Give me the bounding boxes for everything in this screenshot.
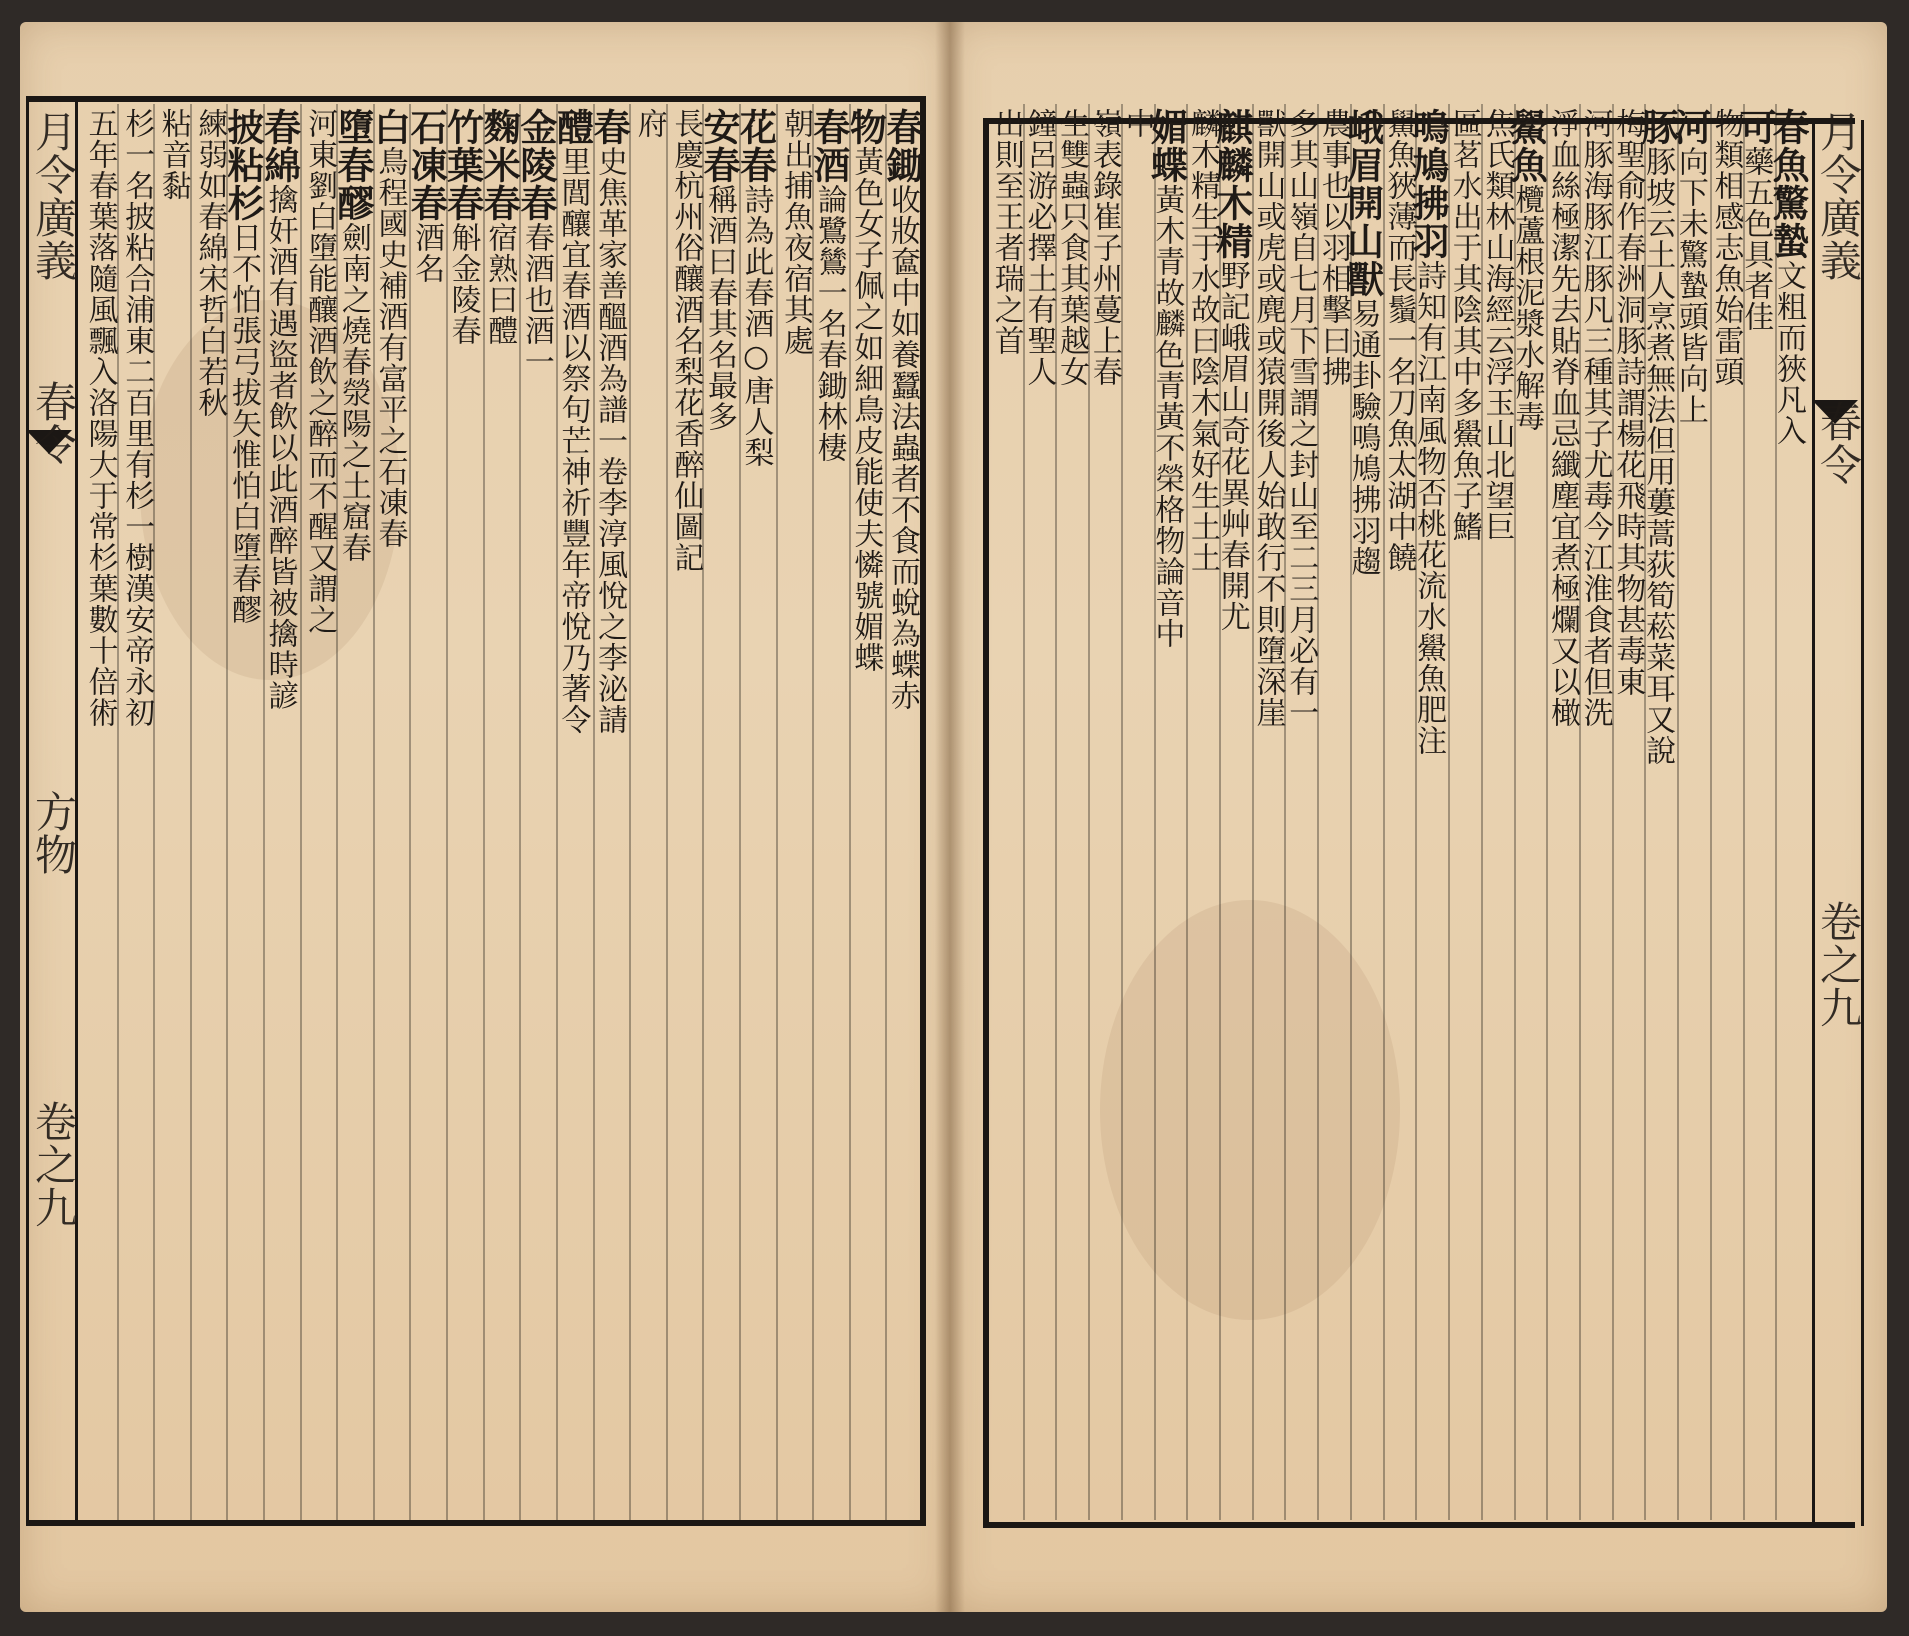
text-column	[440, 108, 485, 1518]
column-rule	[300, 104, 302, 1520]
column-text: 收妝奩中如養蠶法蟲者不食而蛻為蝶赤	[884, 184, 920, 711]
column-text: 宿熟曰醴	[482, 222, 518, 346]
column-rule	[1186, 104, 1188, 1520]
column-rule	[629, 104, 631, 1520]
text-column	[1283, 108, 1319, 1518]
column-text: 朝出捕魚夜宿其處	[778, 108, 814, 356]
column-rule	[1252, 104, 1254, 1520]
column-text: 淨血絲極潔先去貼脊血忌纖塵宜煮極爛又以橄	[1544, 108, 1580, 728]
entry-heading: 麴米春	[477, 108, 522, 222]
left-margin-section: 春令	[29, 380, 78, 466]
text-column	[367, 108, 412, 1518]
column-text: 斛金陵春	[445, 222, 481, 346]
entry-heading: 披粘杉	[221, 108, 266, 222]
column-text: 焦氏類林山海經云浮玉山北望巨	[1479, 108, 1515, 542]
entry-heading: 可	[1733, 108, 1778, 146]
column-text: 藥五色具者佳	[1738, 146, 1774, 332]
column-text: 劍南之燒春滎陽之土窟春	[335, 222, 371, 563]
text-column	[1381, 108, 1417, 1518]
entry-heading: 花春	[733, 108, 778, 184]
column-text: 鐘呂游必擇土有聖人	[1021, 108, 1057, 387]
text-column	[843, 108, 888, 1518]
column-text: 多其山嶺自七月下雪謂之封山至二三月必有一	[1283, 108, 1319, 728]
left-margin-folio: 卷之九	[29, 1100, 78, 1229]
text-column	[1667, 108, 1712, 1518]
text-column	[221, 108, 266, 1518]
text-column	[587, 108, 632, 1518]
column-text: 黃色女子佩之如細鳥皮能使夫憐號媚蝶	[848, 146, 884, 673]
text-column	[1544, 108, 1580, 1518]
text-column	[1446, 108, 1482, 1518]
column-rule	[593, 104, 595, 1520]
text-column	[155, 108, 191, 1518]
text-column	[988, 108, 1024, 1518]
column-rule	[1546, 104, 1548, 1520]
text-column	[192, 108, 228, 1518]
column-text: 野記峨眉山奇花異艸春開尤	[1214, 260, 1250, 632]
column-text: 梅聖俞作春洲洞豚詩謂楊花飛時其物甚毒東	[1610, 108, 1646, 697]
text-column	[477, 108, 522, 1518]
column-rule	[263, 104, 265, 1520]
column-text: 日不怕張弓拔矢惟怕白墮春醪	[226, 222, 262, 625]
entry-heading: 春魚驚蟄	[1765, 108, 1810, 260]
entry-heading: 醴	[550, 108, 595, 146]
left-margin-title: 月令廣義	[29, 110, 78, 282]
column-text: 易通卦驗鳴鳩拂羽趨	[1345, 298, 1381, 577]
column-rule	[446, 104, 448, 1520]
column-text: 河豚海豚江豚凡三種其子尤毒今江淮食者但洗	[1577, 108, 1613, 728]
book-gutter	[935, 22, 965, 1612]
entry-heading: 金陵春	[513, 108, 558, 222]
entry-heading: 河	[1667, 108, 1712, 146]
text-column	[1054, 108, 1090, 1518]
column-text: 文粗而狹凡入	[1770, 260, 1806, 446]
column-text: 農事也以羽相擊曰拂	[1315, 108, 1351, 387]
text-column	[1733, 108, 1778, 1518]
text-column	[1635, 108, 1680, 1518]
column-text: 區茗水出于其陰其中多鱟魚子鰭	[1446, 108, 1482, 542]
text-column	[1504, 108, 1549, 1518]
entry-heading: 白	[367, 108, 412, 146]
column-text: 出則至王者瑞之首	[988, 108, 1024, 356]
column-text: 府	[631, 108, 667, 139]
column-text: 嶺表錄崔子州蔓上春	[1086, 108, 1122, 387]
column-rule	[1677, 104, 1679, 1520]
text-column	[668, 108, 704, 1518]
right-margin-folio: 卷之九	[1814, 900, 1863, 1029]
entry-heading: 麒麟木精	[1209, 108, 1254, 260]
column-text: 獸開山或虎或麂或猿開後人始敢行不則墮深崖	[1250, 108, 1286, 728]
column-rule	[556, 104, 558, 1520]
entry-heading: 竹葉春	[440, 108, 485, 222]
column-text: 練弱如春綿宋哲白若秋	[192, 108, 228, 418]
text-column	[513, 108, 558, 1518]
text-column	[1610, 108, 1646, 1518]
entry-heading: 安春	[696, 108, 741, 184]
column-text: 鳥程國史補酒有富平之石凍春	[372, 146, 408, 549]
entry-heading: 鱟魚	[1504, 108, 1549, 184]
entry-heading: 物	[843, 108, 888, 146]
text-column	[1315, 108, 1351, 1518]
text-column	[1209, 108, 1254, 1518]
column-text: 黃木青故麟色青黃不榮格物論音中	[1149, 184, 1185, 649]
entry-heading: 春	[587, 108, 632, 146]
entry-heading: 墮春醪	[330, 108, 375, 222]
entry-heading: 媚蝶	[1144, 108, 1189, 184]
left-margin-category: 方物	[29, 790, 78, 876]
column-rule	[1448, 104, 1450, 1520]
text-column	[1144, 108, 1189, 1518]
column-text: 詩知有江南風物否桃花流水鱟魚肥注	[1411, 260, 1447, 756]
column-text: 長慶杭州俗釀酒名梨花香醉仙圖記	[668, 108, 704, 573]
right-margin-title: 月令廣義	[1814, 110, 1863, 282]
column-rule	[1383, 104, 1385, 1520]
entry-heading: 鳴鳩拂羽	[1406, 108, 1451, 260]
column-rule	[190, 104, 192, 1520]
text-column	[1119, 108, 1155, 1518]
column-rule	[1154, 104, 1156, 1520]
text-column	[330, 108, 375, 1518]
right-margin-section: 春令	[1814, 400, 1863, 486]
entry-heading: 春綿	[257, 108, 302, 184]
text-column	[631, 108, 667, 1518]
column-text: 里閭釀宜春酒以祭句芒神祈豐年帝悅乃著令	[555, 146, 591, 735]
column-rule	[519, 104, 521, 1520]
text-column	[550, 108, 595, 1518]
column-text: 五年春葉落隨風飄入洛陽大于常杉葉數十倍術	[82, 108, 118, 728]
text-column	[696, 108, 741, 1518]
column-text: 春酒也酒一	[518, 222, 554, 377]
text-column	[257, 108, 302, 1518]
text-column	[1406, 108, 1451, 1518]
column-rule	[1710, 104, 1712, 1520]
column-text: 鱟魚狹薄而長鬚一名刀魚太湖中饒	[1381, 108, 1417, 573]
column-text: 史焦革家善醞酒為譜一卷李淳風悅之李泌請	[592, 146, 628, 735]
text-column	[1250, 108, 1286, 1518]
column-rule	[409, 104, 411, 1520]
text-column	[733, 108, 778, 1518]
column-rule	[483, 104, 485, 1520]
column-text: 酒名	[409, 222, 445, 284]
column-text: 中	[1119, 108, 1155, 139]
column-rule	[739, 104, 741, 1520]
column-rule	[776, 104, 778, 1520]
column-text: 麟木精生于水故曰陰木氣好生土土	[1185, 108, 1221, 573]
text-column	[1577, 108, 1613, 1518]
column-rule	[666, 104, 668, 1520]
column-text: 物類相感志魚始雷頭	[1708, 108, 1744, 387]
text-column	[879, 108, 924, 1518]
text-column	[1340, 108, 1385, 1518]
column-rule	[849, 104, 851, 1520]
column-text: 向下未驚蟄頭皆向上	[1672, 146, 1708, 425]
column-text: 粘音黏	[155, 108, 191, 201]
column-rule	[1775, 104, 1777, 1520]
text-column	[1708, 108, 1744, 1518]
entry-heading: 石凍春	[404, 108, 449, 222]
column-text: 稱酒曰春其名最多	[701, 184, 737, 432]
text-column	[1086, 108, 1122, 1518]
column-text: 欖蘆根泥漿水解毒	[1509, 184, 1545, 432]
column-rule	[885, 104, 887, 1520]
text-column	[1479, 108, 1515, 1518]
entry-heading: 峨眉開山獸	[1340, 108, 1385, 298]
text-column	[1021, 108, 1057, 1518]
text-column	[1765, 108, 1810, 1518]
text-column	[119, 108, 155, 1518]
column-text: 論鷺鷥一名春鋤林棲	[811, 184, 847, 463]
text-column	[302, 108, 338, 1518]
text-column	[778, 108, 814, 1518]
column-text: 杉一名披粘合浦東二百里有杉一樹漢安帝永初	[119, 108, 155, 728]
column-text: 擒奸酒有遇盜者飲以此酒醉皆被擒時諺	[262, 184, 298, 711]
entry-heading: 豚	[1635, 108, 1680, 146]
column-text: 詩為此春酒○唐人梨	[738, 184, 774, 468]
entry-heading: 春酒	[806, 108, 851, 184]
column-text: 豚坡云土人烹煮無法但用蔞蒿荻筍菘菜耳又說	[1640, 146, 1676, 766]
column-rule	[373, 104, 375, 1520]
text-column	[82, 108, 118, 1518]
column-text: 河東劉白墮能釀酒飲之醉而不醒又謂之	[302, 108, 338, 635]
column-text: 生雙蟲只食其葉越女	[1054, 108, 1090, 387]
text-column	[806, 108, 851, 1518]
entry-heading: 春鋤	[879, 108, 924, 184]
text-column	[404, 108, 449, 1518]
text-column	[1185, 108, 1221, 1518]
